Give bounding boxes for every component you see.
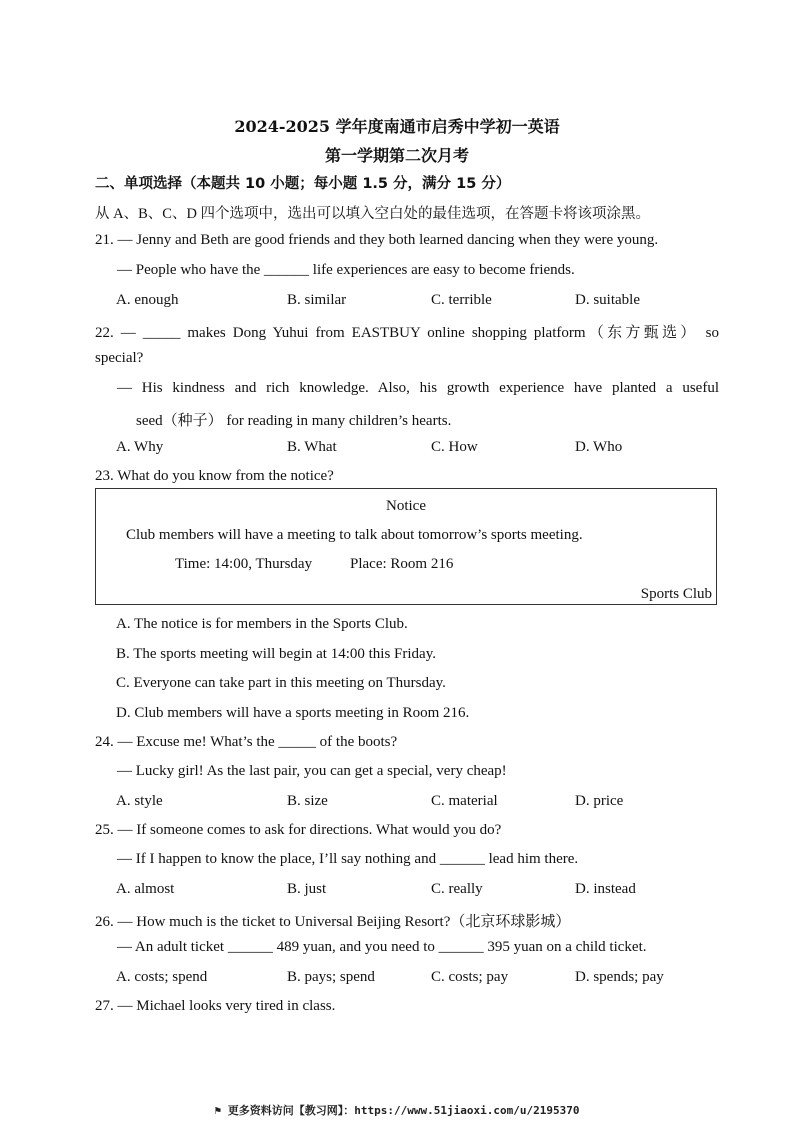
q22-option-d: D. Who	[575, 439, 623, 455]
q26-option-b: B. pays; spend	[287, 969, 375, 985]
exam-title: 2024-2025 学年度南通市启秀中学初一英语	[234, 117, 560, 136]
q26-reply: — An adult ticket ______ 489 yuan, and you need to ______ 395 yuan on a child ticket.	[117, 939, 647, 955]
q25-reply: — If I happen to know the place, I’ll say nothing and ______ lead him there.	[117, 851, 579, 867]
q23-option-c: C. Everyone can take part in this meeting on Thursday.	[116, 675, 446, 691]
q21-option-c: C. terrible	[431, 292, 492, 308]
q23-option-b: B. The sports meeting will begin at 14:00 this Friday.	[116, 646, 436, 662]
q21-stem: 21. — Jenny and Beth are good friends and they both learned dancing when they were young.	[95, 232, 659, 248]
q26-stem: 26. — How much is the ticket to Universal Beijing Resort?（北京环球影城）	[95, 914, 571, 930]
q25-option-c: C. really	[431, 881, 483, 897]
q22-reply-cont: seed（种子） for reading in many children’s hearts.	[136, 413, 452, 429]
notice-body: Club members will have a meeting to talk about tomorrow’s sports meeting.	[126, 527, 583, 543]
q24-reply: — Lucky girl! As the last pair, you can get a special, very cheap!	[117, 763, 507, 779]
q22-reply: — His kindness and rich knowledge. Also, his growth experience have planted a useful	[117, 380, 719, 396]
footer-text: 更多资料访问【教习网】：https://www.51jiaoxi.com/u/2195370	[227, 1104, 580, 1117]
q26-option-a: A. costs; spend	[116, 969, 208, 985]
q21-option-d: D. suitable	[575, 292, 640, 308]
q21-reply: — People who have the ______ life experiences are easy to become friends.	[117, 262, 575, 278]
q26-option-c: C. costs; pay	[431, 969, 509, 985]
q22-option-c: C. How	[431, 439, 478, 455]
section-heading: 二、单项选择（本题共 10 小题；每小题 1.5 分，满分 15 分）	[95, 176, 511, 192]
q21-option-b: B. similar	[287, 292, 347, 308]
q21-option-a: A. enough	[116, 292, 179, 308]
notice-box	[95, 488, 717, 605]
q24-option-d: D. price	[575, 793, 624, 809]
q22-stem: 22. — _____ makes Dong Yuhui from EASTBUY online shopping platform（东方甄选） so	[95, 325, 719, 341]
q25-stem: 25. — If someone comes to ask for directions. What would you do?	[95, 822, 502, 838]
flag-icon: ⚑	[214, 1104, 228, 1117]
q22-option-b: B. What	[287, 439, 337, 455]
exam-subtitle: 第一学期第二次月考	[324, 146, 469, 165]
notice-time: Time: 14:00, Thursday	[175, 556, 313, 572]
q23-option-d: D. Club members will have a sports meeting in Room 216.	[116, 705, 470, 721]
q22-stem-cont: special?	[95, 350, 144, 366]
q27-stem: 27. — Michael looks very tired in class.	[95, 998, 336, 1014]
q24-option-b: B. size	[287, 793, 328, 809]
section-instruction: 从 A、B、C、D 四个选项中，选出可以填入空白处的最佳选项，在答题卡将该项涂黑。	[95, 206, 651, 222]
q26-option-d: D. spends; pay	[575, 969, 664, 985]
q25-option-d: D. instead	[575, 881, 636, 897]
notice-title: Notice	[386, 498, 426, 514]
notice-signature: Sports Club	[640, 586, 712, 602]
q24-stem: 24. — Excuse me! What’s the _____ of the boots?	[95, 734, 398, 750]
q24-option-a: A. style	[116, 793, 163, 809]
footer-link[interactable]	[0, 1102, 794, 1118]
q25-option-b: B. just	[287, 881, 327, 897]
q23-stem: 23. What do you know from the notice?	[95, 468, 334, 484]
q22-option-a: A. Why	[116, 439, 164, 455]
q23-option-a: A. The notice is for members in the Sports Club.	[116, 616, 408, 632]
notice-place: Place: Room 216	[350, 556, 454, 572]
q25-option-a: A. almost	[116, 881, 175, 897]
q24-option-c: C. material	[431, 793, 498, 809]
